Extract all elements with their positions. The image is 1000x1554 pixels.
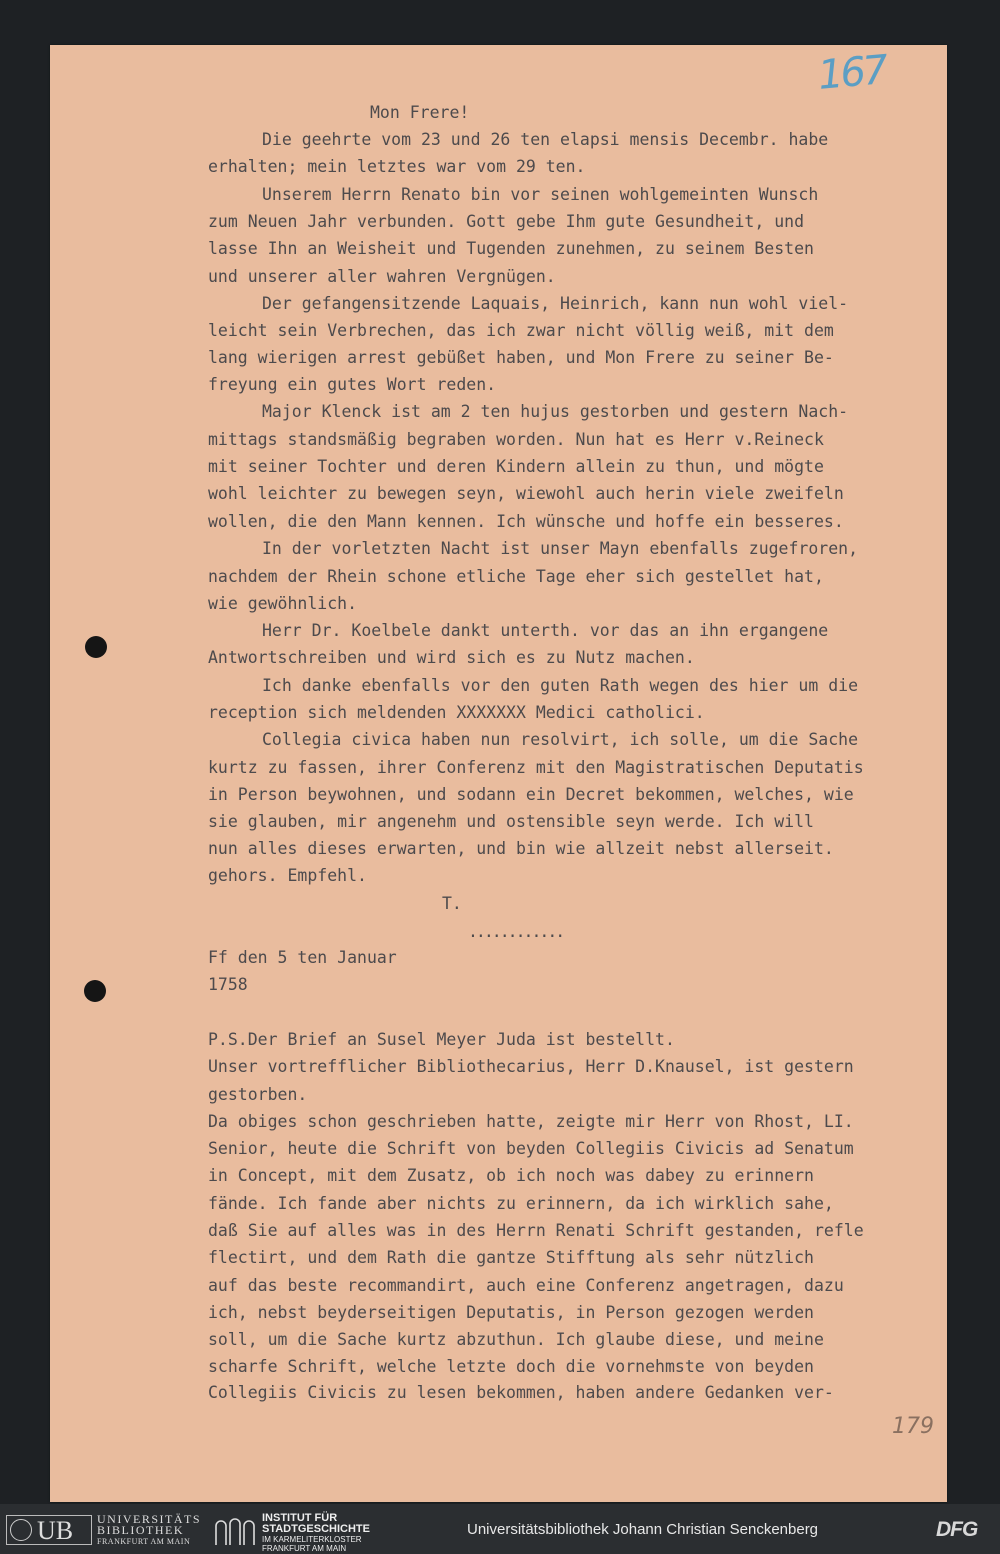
isg-line: IM KARMELITERKLOSTER [262,1535,362,1544]
letter-line: Collegiis Civicis zu lesen bekommen, haben andere Gedanken ver- [208,1383,834,1402]
letter-line: wohl leichter zu bewegen seyn, wiewohl auch herin viele zweifeln [208,484,844,503]
letter-line: Die geehrte vom 23 und 26 ten elapsi mensis Decembr. habe [262,130,829,149]
letter-line: Mon Frere! [370,103,470,122]
letter-line: in Person beywohnen, und sodann ein Decret bekommen, welches, wie [208,785,854,804]
letter-line: sie glauben, mir angenehm und ostensible seyn werde. Ich will [208,812,814,831]
letter-line: In der vorletzten Nacht ist unser Mayn ebenfalls zugefroren, [262,539,859,558]
letter-line: Ich danke ebenfalls vor den guten Rath wegen des hier um die [262,676,859,695]
ub-logo[interactable] [6,1515,92,1545]
signature-initial: T. [442,894,462,913]
letter-line: Herr Dr. Koelbele dankt unterth. vor das an ihn ergangene [262,621,829,640]
isg-line: FRANKFURT AM MAIN [262,1544,347,1553]
letter-line: gehors. Empfehl. [208,866,367,885]
ub-line: UNIVERSITÄTS [97,1512,201,1526]
letter-line: zum Neuen Jahr verbunden. Gott gebe Ihm gute Gesundheit, und [208,212,805,231]
cloister-icon[interactable] [214,1514,256,1546]
punch-hole [84,980,106,1002]
letter-line: Der gefangensitzende Laquais, Heinrich, kann nun wohl viel- [262,294,849,313]
isg-line: INSTITUT FÜR [262,1512,338,1524]
letter-line: lasse Ihn an Weisheit und Tugenden zunehmen, zu seinem Besten [208,239,814,258]
letter-line: P.S.Der Brief an Susel Meyer Juda ist bestellt. [208,1030,675,1049]
isg-line: STADTGESCHICHTE [262,1523,370,1535]
page-number: 179 [892,1414,934,1439]
letter-line: in Concept, mit dem Zusatz, ob ich noch was dabey zu erinnern [208,1166,814,1185]
dfg-logo[interactable]: DFG [936,1518,978,1541]
letter-line: daß Sie auf alles was in des Herrn Renati Schrift gestanden, refle [208,1221,864,1240]
letter-line: leicht sein Verbrechen, das ich zwar nicht völlig weiß, mit dem [208,321,834,340]
letter-line: Collegia civica haben nun resolvirt, ich solle, um die Sache [262,730,859,749]
letter-date: Ff den 5 ten Januar [208,948,397,967]
isg-logo-text [262,1513,370,1553]
letter-line: auf das beste recommandirt, auch eine Conferenz angetragen, dazu [208,1276,844,1295]
letter-line: soll, um die Sache kurtz abzuthun. Ich glaube diese, und meine [208,1330,824,1349]
ub-logo-text [97,1514,201,1547]
ub-line: FRANKFURT AM MAIN [97,1537,191,1546]
letter-line: Major Klenck ist am 2 ten hujus gestorben und gestern Nach- [262,402,849,421]
letter-line: ich, nebst beyderseitigen Deputatis, in Person gezogen werden [208,1303,814,1322]
letter-line: freyung ein gutes Wort reden. [208,375,497,394]
letter-line: nun alles dieses erwarten, und bin wie allzeit nebst allerseit. [208,839,834,858]
letter-line: scharfe Schrift, welche letzte doch die vornehmste von beyden [208,1357,814,1376]
ub-line: BIBLIOTHEK [97,1523,184,1537]
letter-line: Unserem Herrn Renato bin vor seinen wohlgemeinten Wunsch [262,185,819,204]
letter-line: mit seiner Tochter und deren Kindern allein zu thun, und mögte [208,457,824,476]
seal-icon [10,1519,32,1541]
letter-year: 1758 [208,975,248,994]
folio-number: 167 [816,47,888,99]
dotted-separator: ............ [468,922,564,941]
letter-line: reception sich meldenden XXXXXXX Medici catholici. [208,703,705,722]
library-name-link[interactable]: Universitätsbibliothek Johann Christian Senckenberg [467,1521,819,1538]
ub-logo-letters: UB [37,1516,74,1545]
letter-line: Unser vortrefflicher Bibliothecarius, Herr D.Knausel, ist gestern [208,1057,854,1076]
letter-line: Antwortschreiben und wird sich es zu Nutz machen. [208,648,695,667]
letter-line: lang wierigen arrest gebüßet haben, und Mon Frere zu seiner Be- [208,348,834,367]
letter-line: Da obiges schon geschrieben hatte, zeigte mir Herr von Rhost, LI. [208,1112,854,1131]
letter-line: wollen, die den Mann kennen. Ich wünsche und hoffe ein besseres. [208,512,844,531]
letter-line: erhalten; mein letztes war vom 29 ten. [208,157,586,176]
letter-line: flectirt, und dem Rath die gantze Stifftung als sehr nützlich [208,1248,814,1267]
letter-line: mittags standsmäßig begraben worden. Nun hat es Herr v.Reineck [208,430,824,449]
letter-line: fände. Ich fande aber nichts zu erinnern, da ich wirklich sahe, [208,1194,834,1213]
footer-bar [0,1504,1000,1554]
letter-line: wie gewöhnlich. [208,594,358,613]
letter-line: kurtz zu fassen, ihrer Conferenz mit den Magistratischen Deputatis [208,758,864,777]
letter-line: nachdem der Rhein schone etliche Tage eher sich gestellet hat, [208,567,824,586]
letter-line: gestorben. [208,1085,308,1104]
letter-line: Senior, heute die Schrift von beyden Collegiis Civicis ad Senatum [208,1139,854,1158]
letter-line: und unserer aller wahren Vergnügen. [208,267,556,286]
